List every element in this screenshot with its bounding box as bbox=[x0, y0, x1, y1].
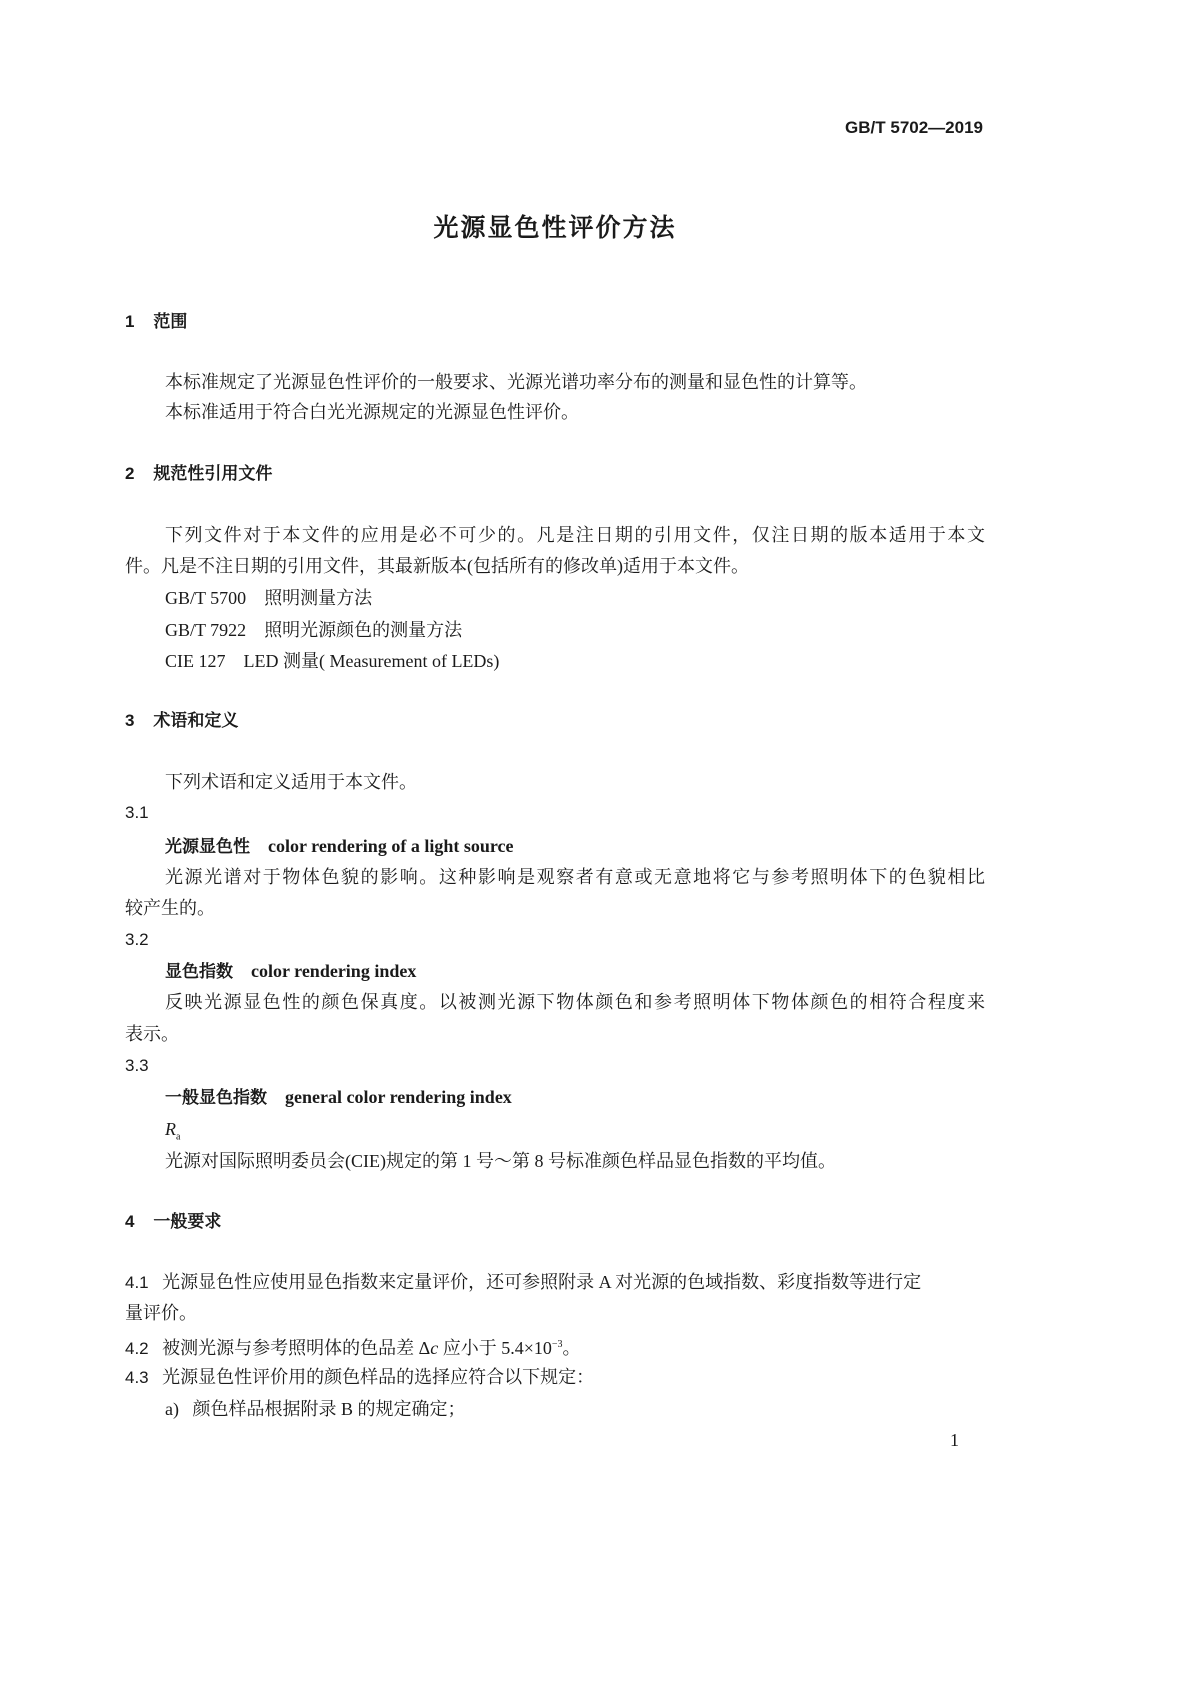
page-number: 1 bbox=[950, 1430, 959, 1450]
term-number: 3.2 bbox=[125, 930, 149, 949]
term-definition: 光源光谱对于物体色貌的影响。这种影响是观察者有意或无意地将它与参考照明体下的色貌相比 bbox=[165, 867, 985, 887]
clause-4-3: 4.3 光源显色性评价用的颜色样品的选择应符合以下规定： bbox=[125, 1367, 595, 1387]
term-number: 3.1 bbox=[125, 803, 149, 822]
term-definition: 光源对国际照明委员会(CIE)规定的第 1 号～第 8 号标准颜色样品显色指数的平均值。 bbox=[165, 1151, 836, 1171]
list-item-a: a) 颜色样品根据附录 B 的规定确定； bbox=[165, 1399, 466, 1419]
paragraph: 下列文件对于本文件的应用是必不可少的。凡是注日期的引用文件，仅注日期的版本适用于本文 bbox=[165, 525, 985, 545]
paragraph: 下列术语和定义适用于本文件。 bbox=[165, 772, 417, 792]
page-title: 光源显色性评价方法 bbox=[433, 214, 677, 242]
term-symbol: $R_a$ bbox=[165, 1119, 181, 1143]
clause-4-1: 4.1 光源显色性应使用显色指数来定量评价，还可参照附录 A 对光源的色域指数、彩度指数等进行定 bbox=[125, 1272, 922, 1292]
term-definition: 反映光源显色性的颜色保真度。以被测光源下物体颜色和参考照明体下物体颜色的相符合程度来 bbox=[165, 992, 985, 1012]
reference-item: CIE 127 LED 测量( Measurement of LEDs) bbox=[165, 651, 500, 671]
term-title: 一般显色指数 general color rendering index bbox=[165, 1087, 512, 1107]
section-2-heading: 2 规范性引用文件 bbox=[125, 464, 273, 483]
section-1-heading: 1 范围 bbox=[125, 312, 188, 331]
paragraph: 本标准规定了光源显色性评价的一般要求、光源光谱功率分布的测量和显色性的计算等。 bbox=[165, 372, 867, 392]
paragraph: 本标准适用于符合白光光源规定的光源显色性评价。 bbox=[165, 402, 579, 422]
term-title: 光源显色性 color rendering of a light source bbox=[165, 836, 514, 856]
clause-4-1-cont: 量评价。 bbox=[125, 1303, 197, 1323]
section-4-heading: 4 一般要求 bbox=[125, 1212, 222, 1231]
term-number: 3.3 bbox=[125, 1056, 149, 1075]
clause-4-2: 4.2 被测光源与参考照明体的色品差 Δc 应小于 $5.4\times 10^{-3}$。 bbox=[125, 1338, 581, 1358]
reference-item: GB/T 5700 照明测量方法 bbox=[165, 588, 373, 608]
section-3-heading: 3 术语和定义 bbox=[125, 711, 239, 730]
term-definition: 较产生的。 bbox=[125, 898, 215, 918]
term-definition: 表示。 bbox=[125, 1024, 179, 1044]
reference-item: GB/T 7922 照明光源颜色的测量方法 bbox=[165, 620, 463, 640]
paragraph: 件。凡是不注日期的引用文件，其最新版本(包括所有的修改单)适用于本文件。 bbox=[125, 556, 749, 576]
standard-code: GB/T 5702—2019 bbox=[845, 118, 983, 137]
term-title: 显色指数 color rendering index bbox=[165, 961, 417, 981]
